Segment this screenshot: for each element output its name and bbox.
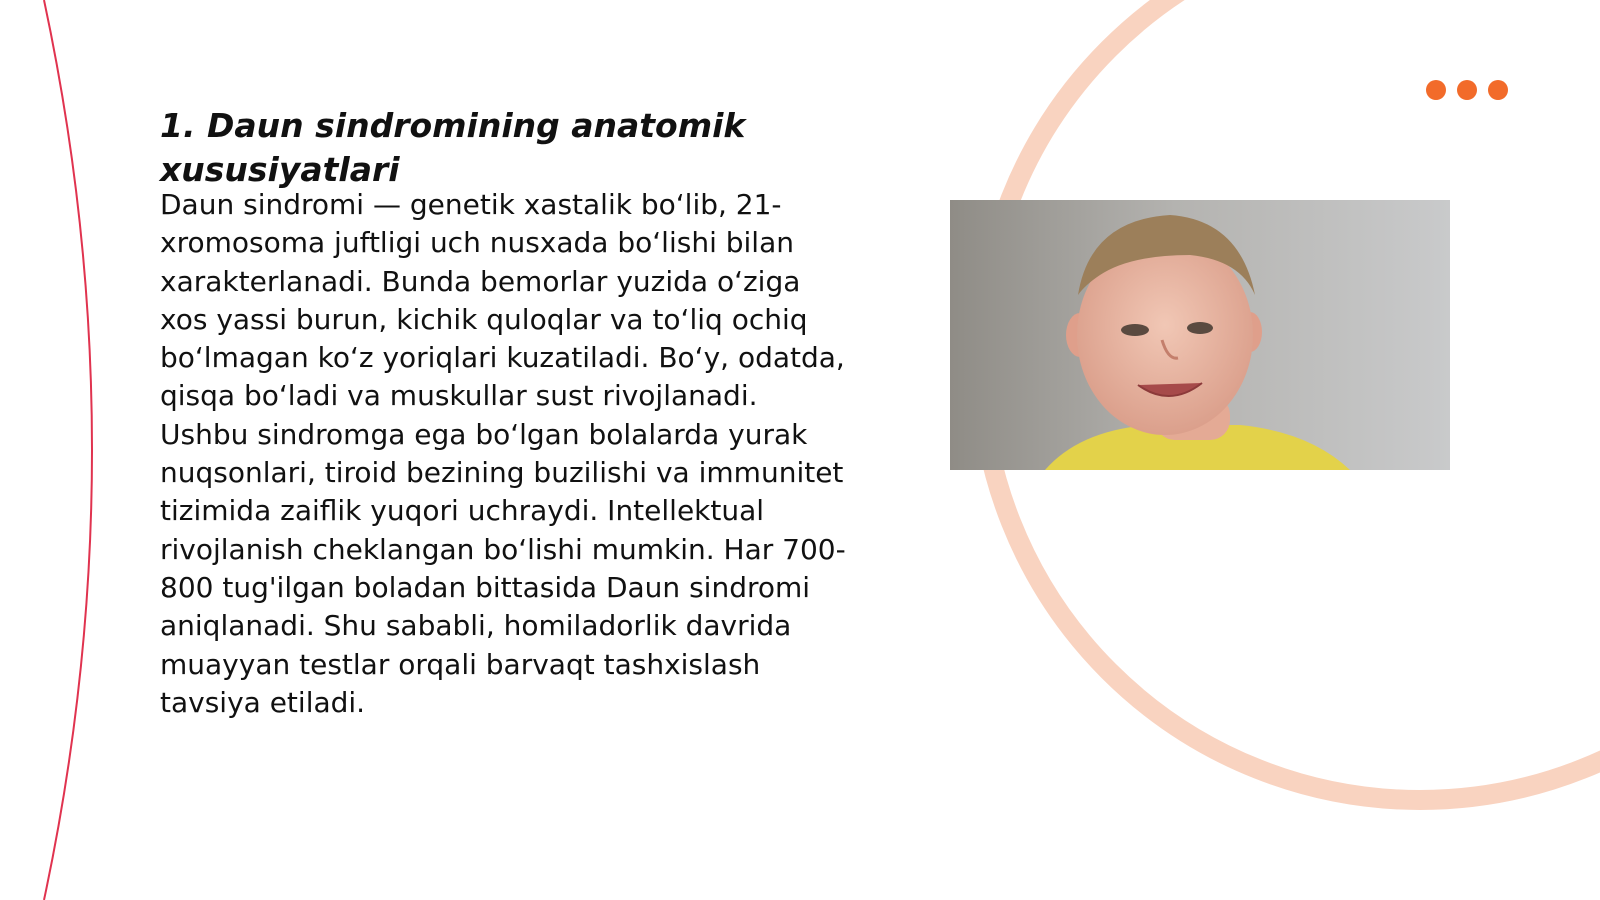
three-dots-icon (1426, 80, 1508, 100)
slide-title: 1. Daun sindromining anatomik xususiyatlari (160, 106, 746, 189)
dot-icon (1488, 80, 1508, 100)
slide-body-text: Daun sindromi — genetik xastalik bo‘lib, 21-xromosoma juftligi uch nusxada bo‘lishi bilan xarakterlanadi. Bunda bemorlar yuzida o‘ziga xos yassi burun, kichik quloqlar va to‘liq ochiq bo‘lmagan ko‘z yoriqlari kuzatiladi. Bo‘y, odatda, qisqa bo‘ladi va muskullar sust rivojlanadi. Ushbu sindromga ega bo‘lgan bolalarda yurak nuqsonlari, tiroid bezining buzilishi va immunitet tizimida zaiflik yuqori uchraydi. Intellektual rivojlanish cheklangan bo‘lishi mumkin. Har 700-800 tug'ilgan boladan bittasida Daun sindromi aniqlanadi. Shu sababli, homiladorlik davrida muayyan testlar orqali barvaqt tashxislash tavsiya etiladi. (160, 188, 846, 719)
dot-icon (1426, 80, 1446, 100)
child-photo (950, 200, 1450, 470)
left-curve-line (44, 0, 92, 900)
dot-icon (1457, 80, 1477, 100)
